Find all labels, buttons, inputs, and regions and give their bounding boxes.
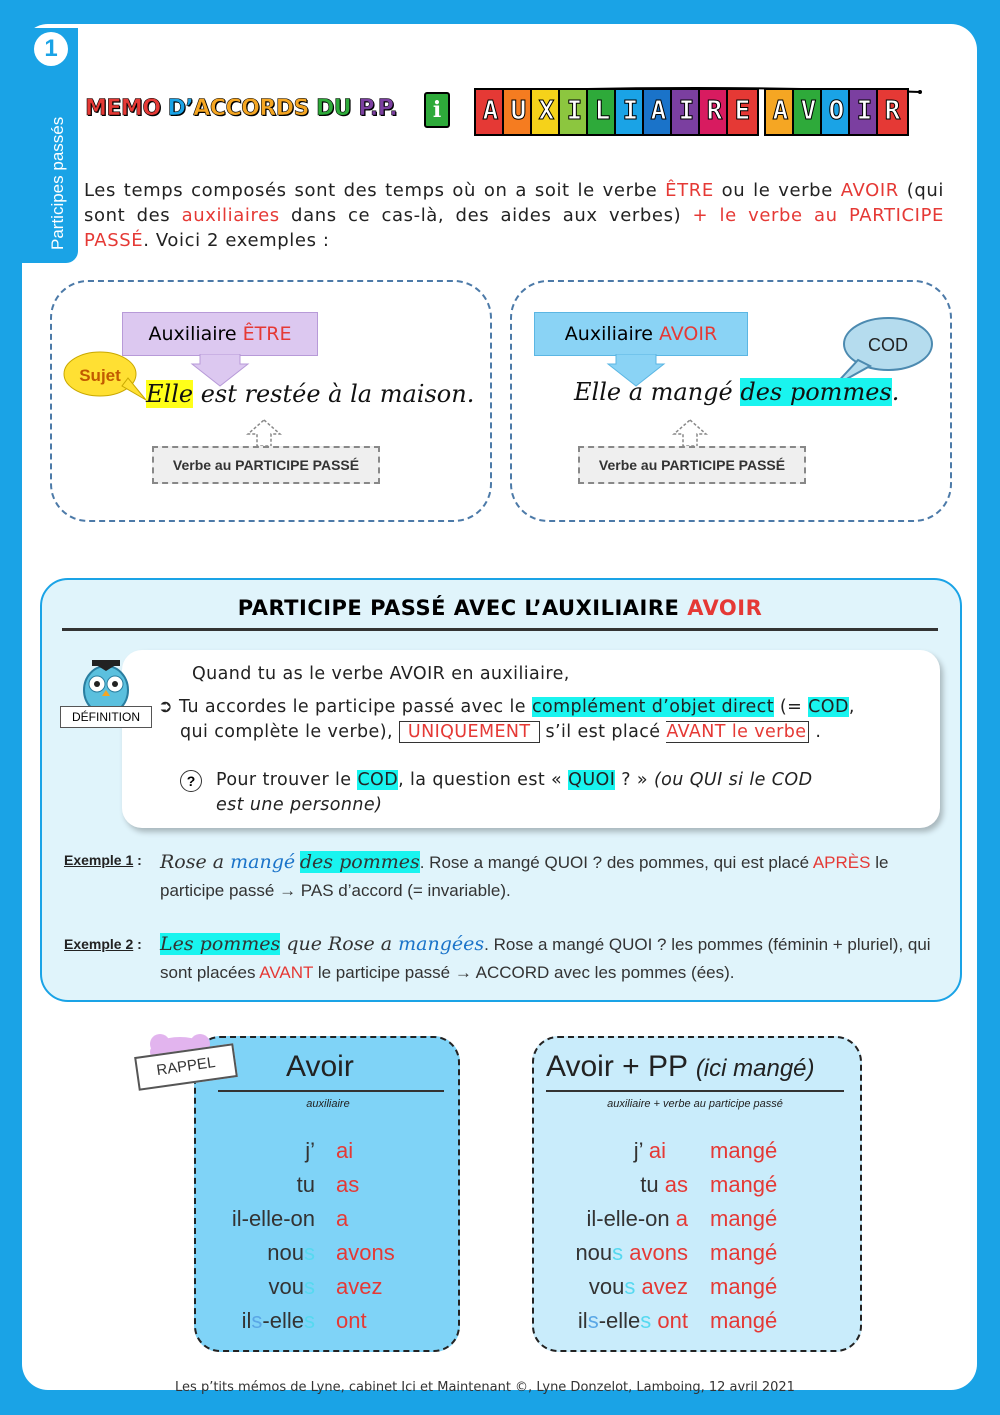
page-title xyxy=(85,96,397,121)
sujet-bubble xyxy=(62,348,152,408)
pronoun-tu: tu xyxy=(296,1172,315,1197)
banner-letter: I xyxy=(558,88,591,136)
aux-ont: ont xyxy=(336,1308,367,1333)
conj-avoir-title: Avoir xyxy=(286,1050,354,1083)
banner-letter: X xyxy=(530,88,563,136)
pp-pronoun-je: j’ ai xyxy=(633,1138,666,1163)
pronoun-vous: vous xyxy=(268,1274,315,1299)
footer-credit: Les p’tits mémos de Lyne, cabinet Ici et Maintenant ©, Lyne Donzelot, Lamboing, 12 avril 2021 xyxy=(175,1380,795,1395)
banner-letter: A xyxy=(474,88,507,136)
tab-number: 1 xyxy=(34,32,68,66)
pp-pronoun-vous: vous avez xyxy=(588,1274,688,1299)
def-line-1: Quand tu as le verbe AVOIR en auxiliaire, xyxy=(192,664,570,684)
pp-mange-2: mangé xyxy=(710,1172,778,1197)
pronoun-je: j’ xyxy=(305,1138,315,1163)
def-line-5: est une personne) xyxy=(216,795,383,815)
example-1-text: Rose a mangé des pommes. Rose a mangé QUOI ? des pommes, qui est placé APRÈS le participe passé → PAS d’accord (= invariable). xyxy=(160,851,889,900)
aux-as: as xyxy=(336,1172,360,1197)
title-part-2: ACCORDS xyxy=(193,96,309,121)
conj-pp-rule xyxy=(546,1090,844,1092)
aux-a: a xyxy=(336,1206,349,1231)
auxiliaire-etre-callout: Auxiliaire ÊTRE xyxy=(122,312,318,356)
question-icon: ? xyxy=(180,770,202,792)
rule-title: PARTICIPE PASSÉ AVEC L’AUXILIAIRE AVOIR xyxy=(237,596,763,620)
banner-letter: O xyxy=(820,88,853,136)
conj-pp-title: Avoir + PP (ici mangé) xyxy=(546,1050,815,1083)
example-2-label: Exemple 2 : xyxy=(64,936,142,952)
pp-label-avoir: Verbe au PARTICIPE PASSÉ xyxy=(578,446,806,484)
def-line-4: Pour trouver le COD, la question est « QUOI ? » (ou QUI si le COD xyxy=(216,770,813,790)
pp-mange-6: mangé xyxy=(710,1308,778,1333)
definition-tag: DÉFINITION xyxy=(60,706,152,728)
rappel-tag: RAPPEL xyxy=(134,1043,238,1091)
def-line-2: ➲ Tu accordes le participe passé avec le complément d’objet direct (= COD, xyxy=(158,697,855,717)
aux-ai: ai xyxy=(336,1138,354,1163)
example-1-label: Exemple 1 : xyxy=(64,852,142,868)
pp-mange-4: mangé xyxy=(710,1240,778,1265)
banner-letter: R xyxy=(698,88,731,136)
pp-mange-3: mangé xyxy=(710,1206,778,1231)
sentence-avoir: Elle a mangé des pommes. xyxy=(574,378,900,406)
info-icon: i xyxy=(424,92,450,128)
title-part-0: MEMO xyxy=(85,96,161,121)
pp-pronoun-ils: ils-elles ont xyxy=(577,1308,688,1333)
conj-avoir-rule xyxy=(218,1090,444,1092)
sentence-etre: Elle est restée à la maison. xyxy=(146,380,475,408)
arrow-up-icon xyxy=(670,418,710,448)
arrow-icon: ➲ xyxy=(158,697,174,717)
banner-letter: I xyxy=(848,88,881,136)
banner-letter: A xyxy=(764,88,797,136)
pp-pronoun-tu: tu as xyxy=(640,1172,688,1197)
auxiliaire-avoir-callout: Auxiliaire AVOIR xyxy=(534,312,748,356)
pronoun-nous: nous xyxy=(267,1240,315,1265)
banner-letter: A xyxy=(642,88,675,136)
conj-pp-subtitle: auxiliaire + verbe au participe passé xyxy=(607,1098,783,1110)
pp-label-etre: Verbe au PARTICIPE PASSÉ xyxy=(152,446,380,484)
banner-letter: U xyxy=(502,88,535,136)
conj-avoir-subtitle: auxiliaire xyxy=(306,1098,350,1110)
banner-letter: I xyxy=(614,88,647,136)
pronoun-ils-elles: ils-elles xyxy=(241,1308,315,1333)
rule-divider xyxy=(62,628,938,631)
aux-avez: avez xyxy=(336,1274,383,1299)
banner-letter: V xyxy=(792,88,825,136)
intro-paragraph: Les temps composés sont des temps où on a soit le verbe ÊTRE ou le verbe AVOIR (qui sont des auxiliaires dans ce cas-là, des aides aux verbes) + le verbe au PARTICIPE PASSÉ. Voici 2 exemples : xyxy=(84,180,945,251)
pp-mange-1: mangé xyxy=(710,1138,778,1163)
sujet-label: Sujet xyxy=(79,366,121,385)
tab-label: Participes passés xyxy=(48,116,67,250)
banner-letter: I xyxy=(670,88,703,136)
banner-letter: E xyxy=(726,88,759,136)
title-part-1: D’ xyxy=(160,96,194,121)
pp-pronoun-il: il-elle-on a xyxy=(586,1206,688,1231)
title-part-4: P.P. xyxy=(351,96,398,121)
def-line-3: qui complète le verbe), UNIQUEMENT s’il est placé AVANT le verbe . xyxy=(180,722,822,742)
banner-letter: R xyxy=(876,88,909,136)
pp-mange-5: mangé xyxy=(710,1274,778,1299)
pronoun-il-elle-on: il-elle-on xyxy=(231,1206,315,1231)
banner-letter: L xyxy=(586,88,619,136)
cod-label: COD xyxy=(868,335,908,355)
arrow-up-icon xyxy=(244,418,284,448)
aux-avons: avons xyxy=(336,1240,395,1265)
example-2-text: Les pommes que Rose a mangées. Rose a mangé QUOI ? les pommes (féminin + pluriel), qui sont placées AVANT le participe passé → ACCORD avec les pommes (ées). xyxy=(160,933,931,982)
pp-pronoun-nous: nous avons xyxy=(575,1240,688,1265)
title-part-3: DU xyxy=(308,96,352,121)
